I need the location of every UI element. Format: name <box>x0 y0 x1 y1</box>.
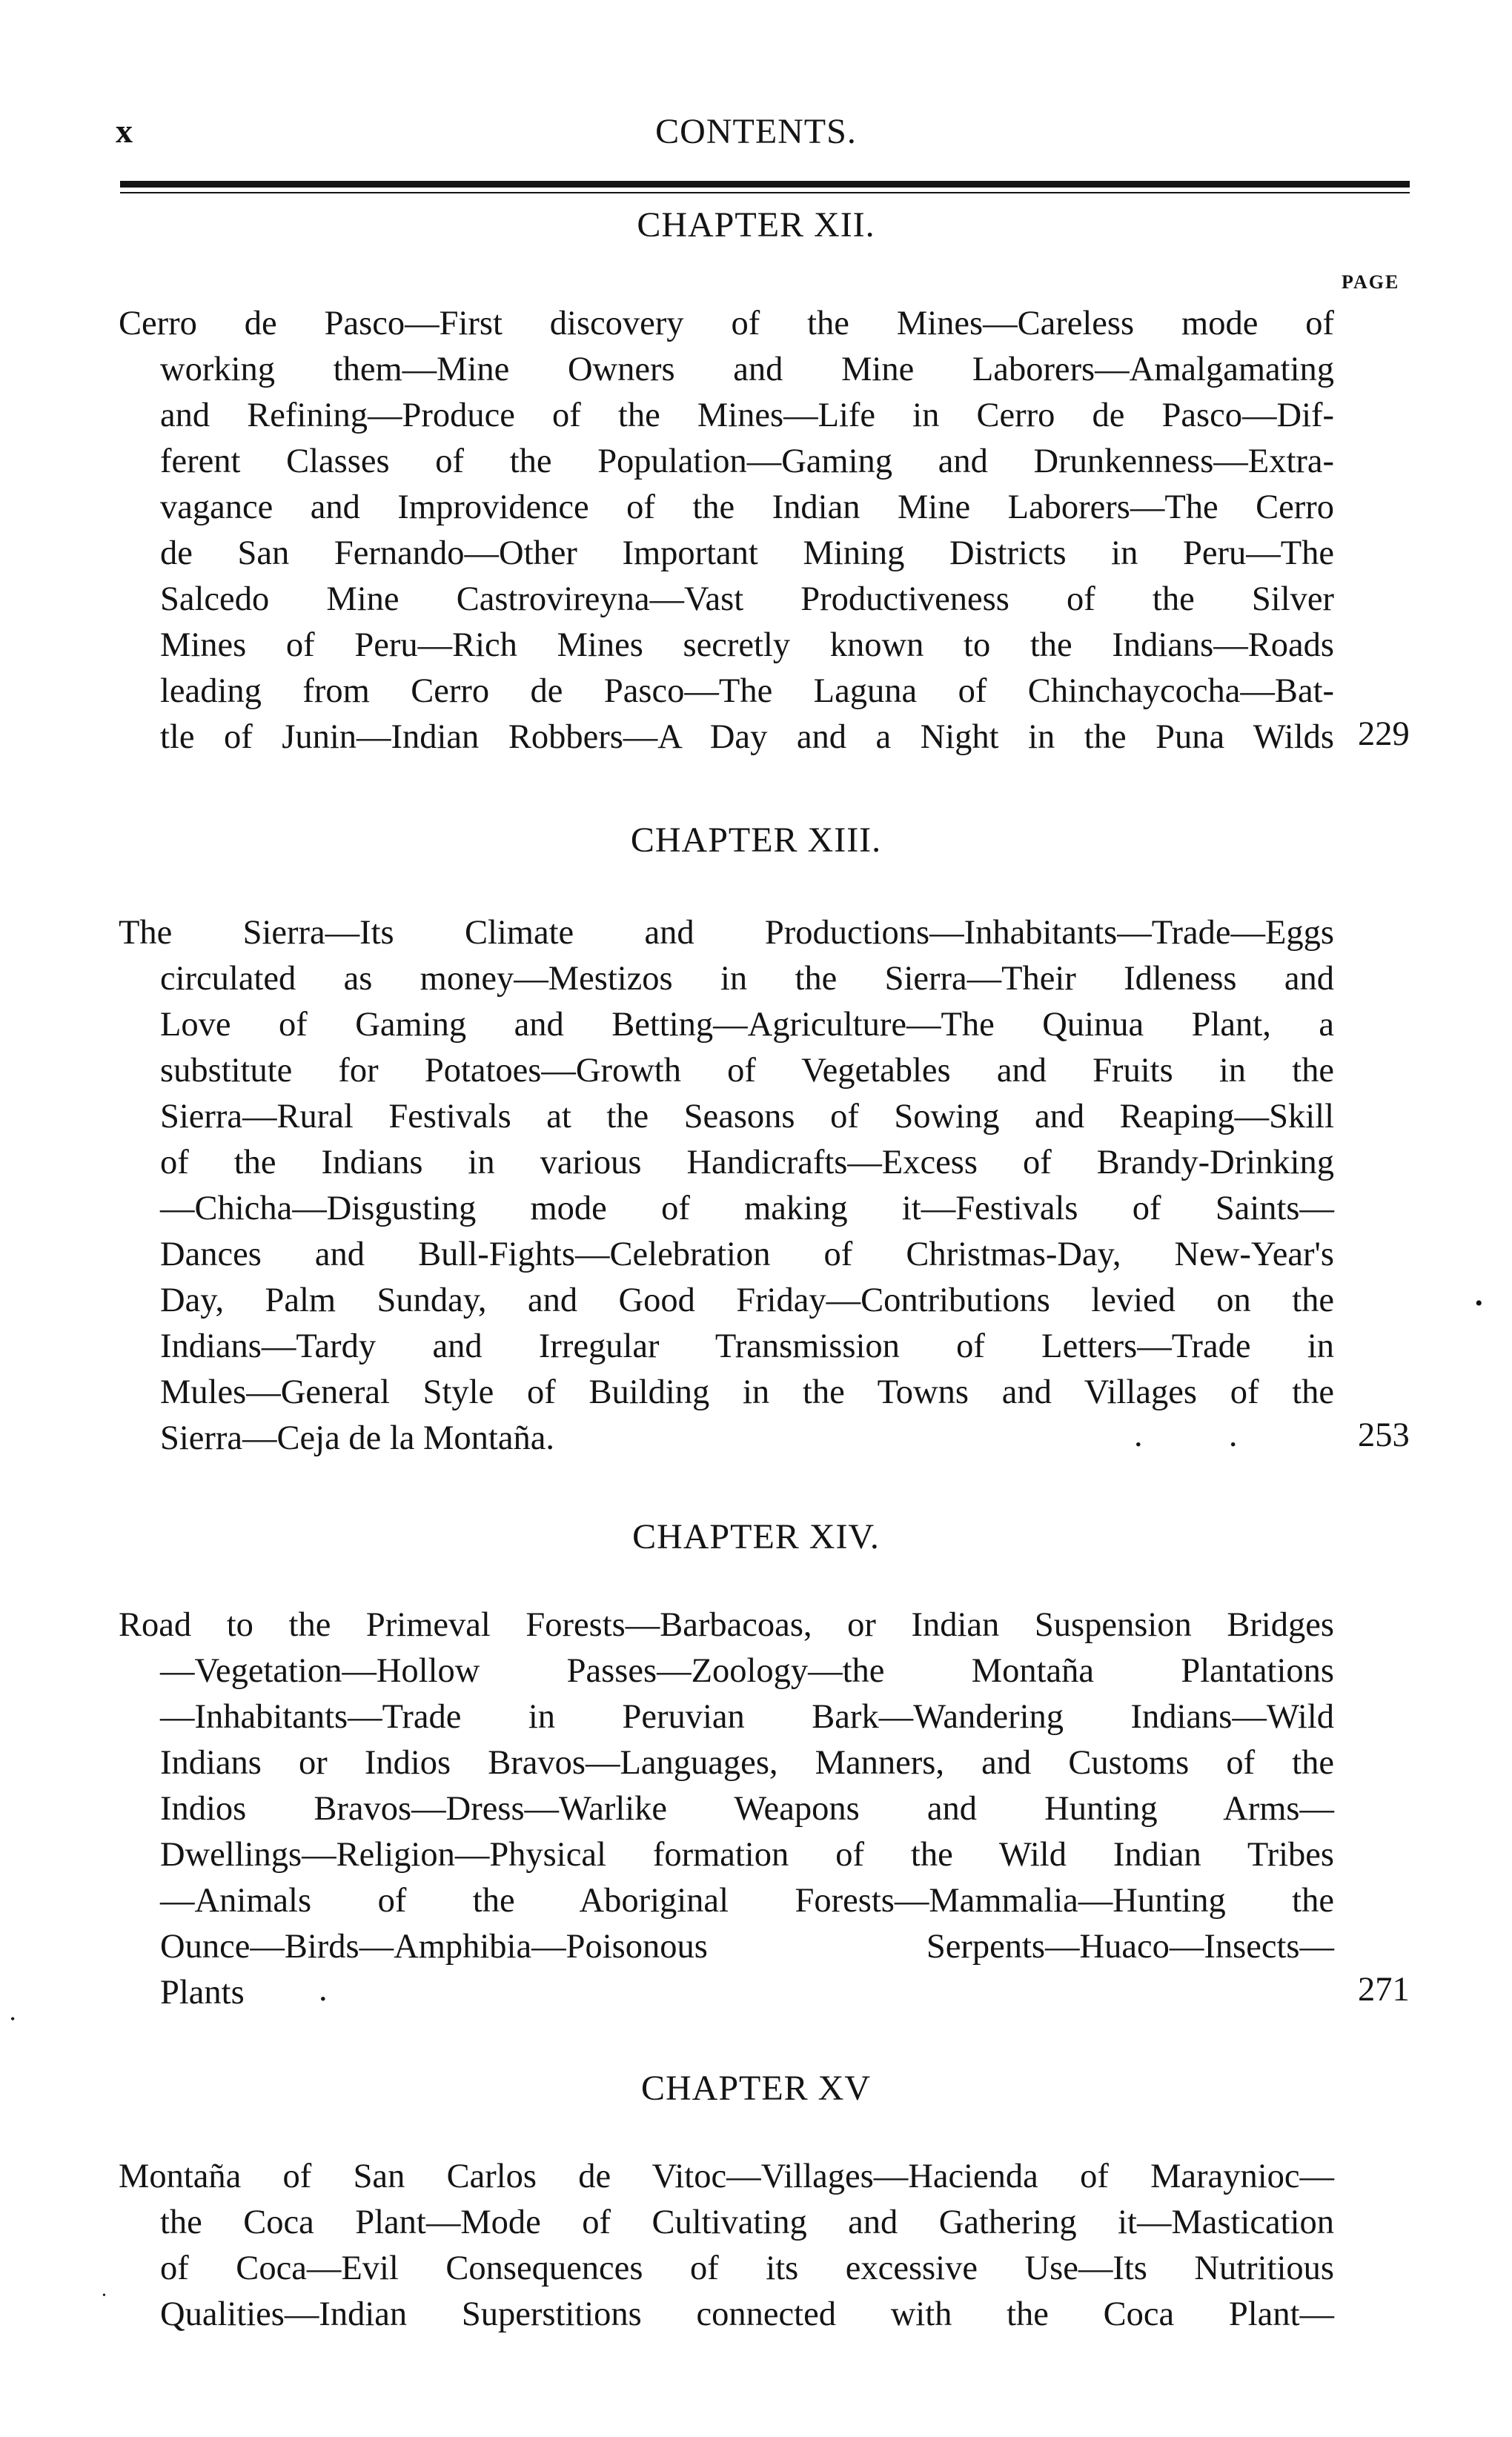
summary-line: Cerro de Pasco—First discovery of the Mines—Careless mode of <box>119 305 1334 342</box>
ink-speck: • <box>102 2290 106 2301</box>
chapter-summary <box>119 301 1334 760</box>
chapter-heading: CHAPTER XII. <box>637 205 875 245</box>
summary-line: the Coca Plant—Mode of Cultivating and Gathering it—Mastication <box>160 2204 1334 2241</box>
header-rule-thick <box>120 181 1410 188</box>
chapter-heading: CHAPTER XIV. <box>632 1517 880 1556</box>
summary-line: leading from Cerro de Pasco—The Laguna of Chinchaycocha—Bat- <box>160 672 1334 710</box>
summary-line: circulated as money—Mestizos in the Sierra—Their Idleness and <box>160 960 1334 998</box>
summary-line: ferent Classes of the Population—Gaming and Drunkenness—Extra- <box>160 442 1334 480</box>
summary-line: of the Indians in various Handicrafts—Excess of Brandy-Drinking <box>160 1144 1334 1181</box>
chapter-heading: CHAPTER XV <box>640 2069 872 2108</box>
summary-line: —Animals of the Aboriginal Forests—Mammalia—Hunting the <box>160 1882 1334 1920</box>
summary-line: and Refining—Produce of the Mines—Life in Cerro de Pasco—Dif- <box>160 397 1334 434</box>
page-column-label: PAGE <box>1342 271 1400 293</box>
summary-line: Qualities—Indian Superstitions connected with the Coca Plant— <box>160 2295 1334 2333</box>
summary-line: Mines of Peru—Rich Mines secretly known to the Indians—Roads <box>160 626 1334 664</box>
summary-line: Love of Gaming and Betting—Agriculture—The Quinua Plant, a <box>160 1006 1334 1044</box>
ink-speck: • <box>10 2012 16 2026</box>
header-rule-thin <box>120 192 1410 193</box>
summary-line: tle of Junin—Indian Robbers—A Day and a Night in the Puna Wilds <box>160 718 1334 756</box>
summary-line: Dwellings—Religion—Physical formation of the Wild Indian Tribes <box>160 1836 1334 1874</box>
summary-line: of Coca—Evil Consequences of its excessive Use—Its Nutritious <box>160 2249 1334 2287</box>
chapter-summary <box>119 2154 1334 2338</box>
chapter-summary <box>119 910 1334 1462</box>
summary-line: The Sierra—Its Climate and Productions—Inhabitants—Trade—Eggs <box>119 914 1334 952</box>
summary-line: Salcedo Mine Castrovireyna—Vast Productiveness of the Silver <box>160 580 1334 618</box>
summary-line: Sierra—Ceja de la Montaña. <box>160 1419 554 1457</box>
summary-line: Indians—Tardy and Irregular Transmission of Letters—Trade in <box>160 1327 1334 1365</box>
summary-line: de San Fernando—Other Important Mining Districts in Peru—The <box>160 534 1334 572</box>
summary-line: Road to the Primeval Forests—Barbacoas, or Indian Suspension Bridges <box>119 1606 1334 1644</box>
summary-line: —Vegetation—Hollow Passes—Zoology—the Montaña Plantations <box>160 1652 1334 1690</box>
summary-line: Plants <box>160 1974 245 2012</box>
summary-line: Sierra—Rural Festivals at the Seasons of Sowing and Reaping—Skill <box>160 1098 1334 1135</box>
summary-line: Dances and Bull-Fights—Celebration of Christmas-Day, New-Year's <box>160 1236 1334 1273</box>
summary-line: Day, Palm Sunday, and Good Friday—Contributions levied on the <box>160 1282 1334 1319</box>
dot-leader: . <box>319 1971 328 2009</box>
summary-line: —Chicha—Disgusting mode of making it—Festivals of Saints— <box>160 1190 1334 1227</box>
chapter-heading: CHAPTER XIII. <box>630 820 882 860</box>
summary-line: —Inhabitants—Trade in Peruvian Bark—Wandering Indians—Wild <box>160 1698 1334 1736</box>
page-reference: 253 <box>1358 1416 1410 1454</box>
summary-line: vagance and Improvidence of the Indian Mine Laborers—The Cerro <box>160 488 1334 526</box>
summary-line: Indios Bravos—Dress—Warlike Weapons and Hunting Arms— <box>160 1790 1334 1828</box>
summary-line: working them—Mine Owners and Mine Laborers—Amalgamating <box>160 351 1334 388</box>
dot-leader: . . <box>1134 1416 1238 1454</box>
summary-line: Montaña of San Carlos de Vitoc—Villages—Hacienda of Maraynioc— <box>119 2158 1334 2195</box>
summary-line: Ounce—Birds—Amphibia—Poisonous Serpents—Huaco—Insects— <box>160 1928 1334 1966</box>
ink-speck: • <box>1475 1291 1483 1316</box>
page-reference: 229 <box>1358 715 1410 753</box>
summary-line: Mules—General Style of Building in the Towns and Villages of the <box>160 1373 1334 1411</box>
chapter-summary <box>119 1602 1334 2016</box>
summary-line: Indians or Indios Bravos—Languages, Manners, and Customs of the <box>160 1744 1334 1782</box>
summary-line: substitute for Potatoes—Growth of Vegetables and Fruits in the <box>160 1052 1334 1090</box>
page-reference: 271 <box>1358 1971 1410 2009</box>
running-head: CONTENTS. <box>655 112 857 151</box>
page-number: x <box>116 112 133 150</box>
